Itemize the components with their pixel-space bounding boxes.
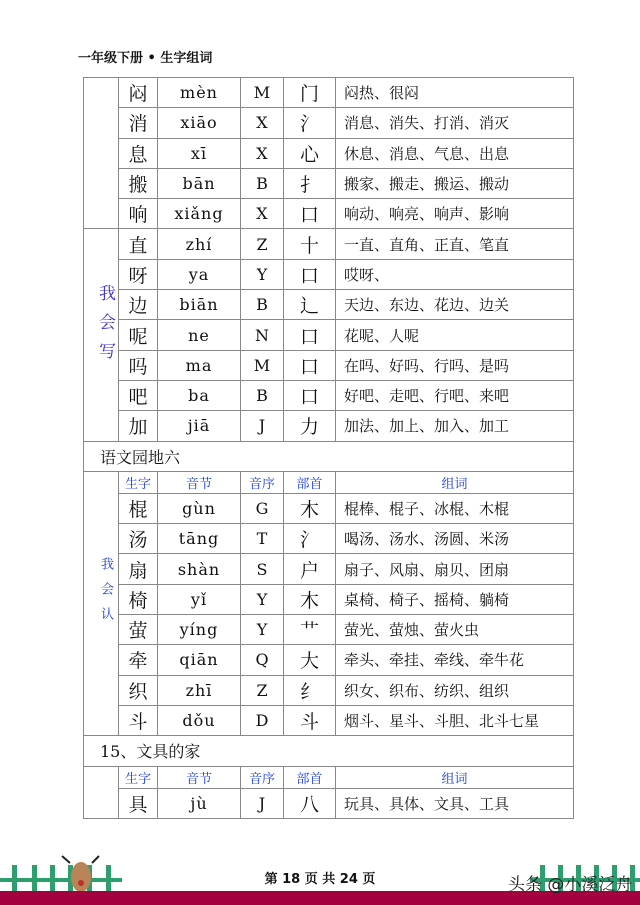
radical-cell: 木 [284, 584, 336, 614]
initial-cell: B [241, 290, 284, 320]
char-cell: 呢 [119, 320, 158, 350]
char-cell: 加 [119, 411, 158, 441]
initial-cell: X [241, 199, 284, 229]
radical-cell: 氵 [284, 108, 336, 138]
pinyin-cell: ne [158, 320, 241, 350]
radical-cell: 八 [284, 788, 336, 818]
section-title: 15、文具的家 [84, 736, 574, 766]
radical-cell: 口 [284, 320, 336, 350]
char-cell: 息 [119, 138, 158, 168]
char-cell: 边 [119, 290, 158, 320]
initial-cell: Q [241, 645, 284, 675]
pinyin-cell: yíng [158, 615, 241, 645]
table-row [84, 493, 574, 523]
initial-cell: M [241, 78, 284, 108]
initial-cell: B [241, 380, 284, 410]
radical-cell: 口 [284, 199, 336, 229]
table-row [84, 584, 574, 614]
table-row [84, 705, 574, 735]
words-cell: 桌椅、椅子、摇椅、躺椅 [336, 584, 574, 614]
words-cell: 消息、消失、打消、消灭 [336, 108, 574, 138]
column-header: 生字 [119, 766, 158, 788]
radical-cell: 斗 [284, 705, 336, 735]
words-cell: 响动、响亮、响声、影响 [336, 199, 574, 229]
radical-cell: 门 [284, 78, 336, 108]
column-header: 音节 [158, 766, 241, 788]
words-cell: 好吧、走吧、行吧、来吧 [336, 380, 574, 410]
group-label [84, 766, 119, 818]
pinyin-cell: jiā [158, 411, 241, 441]
radical-cell: 口 [284, 380, 336, 410]
words-cell: 玩具、具体、文具、工具 [336, 788, 574, 818]
pinyin-cell: gùn [158, 493, 241, 523]
char-cell: 椅 [119, 584, 158, 614]
group-label: 我会认 [84, 471, 119, 735]
radical-cell: 艹 [284, 615, 336, 645]
pinyin-cell: mèn [158, 78, 241, 108]
pinyin-cell: zhī [158, 675, 241, 705]
table-row [84, 259, 574, 289]
words-cell: 棍棒、棍子、冰棍、木棍 [336, 493, 574, 523]
table-row [84, 788, 574, 818]
words-cell: 喝汤、汤水、汤圆、米汤 [336, 524, 574, 554]
radical-cell: 口 [284, 350, 336, 380]
vocab-table [83, 77, 574, 819]
table-row [84, 554, 574, 584]
column-header: 部首 [284, 471, 336, 493]
initial-cell: T [241, 524, 284, 554]
column-header: 部首 [284, 766, 336, 788]
watermark: 头条 @小溪泛舟 [508, 875, 633, 895]
initial-cell: Y [241, 259, 284, 289]
initial-cell: G [241, 493, 284, 523]
pinyin-cell: xī [158, 138, 241, 168]
char-cell: 织 [119, 675, 158, 705]
radical-cell: 力 [284, 411, 336, 441]
column-header: 音序 [241, 766, 284, 788]
char-cell: 汤 [119, 524, 158, 554]
words-cell: 哎呀、 [336, 259, 574, 289]
table-row [84, 380, 574, 410]
words-cell: 休息、消息、气息、出息 [336, 138, 574, 168]
radical-cell: 大 [284, 645, 336, 675]
column-header: 组词 [336, 766, 574, 788]
column-header: 生字 [119, 471, 158, 493]
table-row [84, 229, 574, 259]
char-cell: 搬 [119, 168, 158, 198]
table-row [84, 290, 574, 320]
char-cell: 消 [119, 108, 158, 138]
pinyin-cell: xiǎng [158, 199, 241, 229]
table-row [84, 411, 574, 441]
pinyin-cell: jù [158, 788, 241, 818]
words-cell: 萤光、萤烛、萤火虫 [336, 615, 574, 645]
table-row [84, 320, 574, 350]
initial-cell: B [241, 168, 284, 198]
words-cell: 搬家、搬走、搬运、搬动 [336, 168, 574, 198]
pinyin-cell: zhí [158, 229, 241, 259]
pinyin-cell: ya [158, 259, 241, 289]
radical-cell: 户 [284, 554, 336, 584]
column-header: 组词 [336, 471, 574, 493]
char-cell: 萤 [119, 615, 158, 645]
table-row [84, 524, 574, 554]
words-cell: 花呢、人呢 [336, 320, 574, 350]
char-cell: 具 [119, 788, 158, 818]
radical-cell: 氵 [284, 524, 336, 554]
words-cell: 在吗、好吗、行吗、是吗 [336, 350, 574, 380]
group-label [84, 78, 119, 229]
section-title: 语文园地六 [84, 441, 574, 471]
initial-cell: X [241, 108, 284, 138]
words-cell: 烟斗、星斗、斗胆、北斗七星 [336, 705, 574, 735]
pinyin-cell: ba [158, 380, 241, 410]
initial-cell: J [241, 411, 284, 441]
table-row [84, 108, 574, 138]
char-cell: 闷 [119, 78, 158, 108]
column-header: 音节 [158, 471, 241, 493]
words-cell: 织女、织布、纺织、组织 [336, 675, 574, 705]
words-cell: 扇子、风扇、扇贝、团扇 [336, 554, 574, 584]
char-cell: 直 [119, 229, 158, 259]
pinyin-cell: ma [158, 350, 241, 380]
initial-cell: N [241, 320, 284, 350]
column-header: 音序 [241, 471, 284, 493]
pinyin-cell: qiān [158, 645, 241, 675]
pinyin-cell: xiāo [158, 108, 241, 138]
initial-cell: J [241, 788, 284, 818]
page-header: 一年级下册 • 生字组词 [78, 51, 213, 66]
radical-cell: 心 [284, 138, 336, 168]
table-row [84, 78, 574, 108]
page-number: 第 18 页 共 24 页 [264, 872, 376, 887]
char-cell: 呀 [119, 259, 158, 289]
char-cell: 扇 [119, 554, 158, 584]
char-cell: 牵 [119, 645, 158, 675]
words-cell: 天边、东边、花边、边关 [336, 290, 574, 320]
reindeer-icon [62, 856, 99, 892]
table-row [84, 168, 574, 198]
initial-cell: Y [241, 584, 284, 614]
words-cell: 闷热、很闷 [336, 78, 574, 108]
pinyin-cell: shàn [158, 554, 241, 584]
radical-cell: 纟 [284, 675, 336, 705]
char-cell: 响 [119, 199, 158, 229]
radical-cell: 十 [284, 229, 336, 259]
radical-cell: 辶 [284, 290, 336, 320]
char-cell: 吧 [119, 380, 158, 410]
initial-cell: X [241, 138, 284, 168]
pinyin-cell: dǒu [158, 705, 241, 735]
table-row [84, 675, 574, 705]
radical-cell: 扌 [284, 168, 336, 198]
words-cell: 加法、加上、加入、加工 [336, 411, 574, 441]
char-cell: 棍 [119, 493, 158, 523]
initial-cell: Y [241, 615, 284, 645]
table-row [84, 199, 574, 229]
pinyin-cell: yǐ [158, 584, 241, 614]
radical-cell: 木 [284, 493, 336, 523]
char-cell: 斗 [119, 705, 158, 735]
initial-cell: Z [241, 675, 284, 705]
radical-cell: 口 [284, 259, 336, 289]
pinyin-cell: bān [158, 168, 241, 198]
words-cell: 一直、直角、正直、笔直 [336, 229, 574, 259]
table-row [84, 645, 574, 675]
pinyin-cell: biān [158, 290, 241, 320]
table-row [84, 350, 574, 380]
pinyin-cell: tāng [158, 524, 241, 554]
initial-cell: M [241, 350, 284, 380]
words-cell: 牵头、牵挂、牵线、牵牛花 [336, 645, 574, 675]
initial-cell: D [241, 705, 284, 735]
char-cell: 吗 [119, 350, 158, 380]
table-row [84, 615, 574, 645]
initial-cell: S [241, 554, 284, 584]
initial-cell: Z [241, 229, 284, 259]
table-row [84, 138, 574, 168]
group-label: 我会写 [84, 229, 119, 441]
